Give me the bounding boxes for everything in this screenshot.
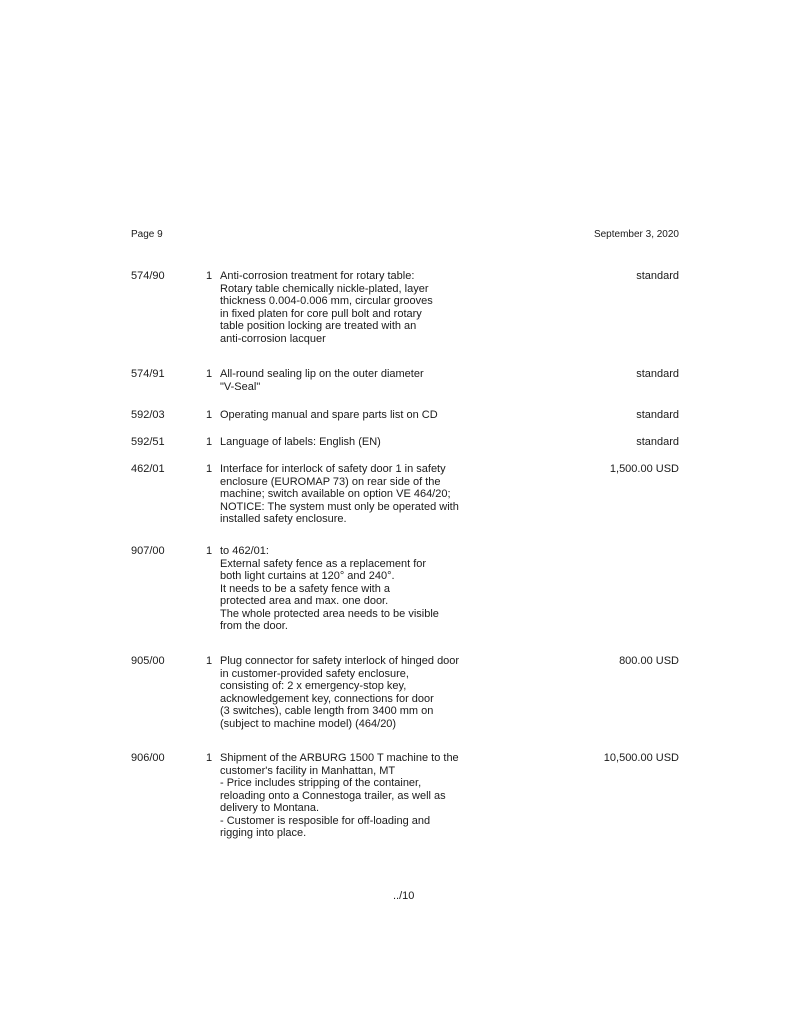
description-line: External safety fence as a replacement for [220, 557, 427, 570]
description-line: customer's facility in Manhattan, MT [220, 764, 396, 777]
item-quantity: 1 [206, 463, 213, 475]
document-date: September 3, 2020 [593, 229, 679, 240]
item-quantity: 1 [206, 752, 213, 764]
item-code: 905/00 [131, 655, 165, 667]
list-item [131, 463, 679, 545]
description-line: in fixed platen for core pull bolt and rotary [220, 307, 422, 320]
description-line: in customer-provided safety enclosure, [220, 667, 409, 680]
description-line: protected area and max. one door. [220, 595, 389, 607]
description-line: consisting of: 2 x emergency-stop key, [220, 680, 407, 692]
item-price: standard [636, 270, 679, 282]
list-item [131, 409, 679, 436]
item-quantity: 1 [206, 409, 213, 421]
page-number: Page 9 [131, 229, 163, 240]
description-line: reloading onto a Connestoga trailer, as well as [220, 789, 446, 802]
item-quantity: 1 [206, 655, 213, 667]
description-line: (3 switches), cable length from 3400 mm on [220, 705, 434, 717]
description-line: Plug connector for safety interlock of hinged door [220, 655, 460, 667]
item-quantity: 1 [206, 270, 213, 282]
item-code: 574/91 [131, 368, 165, 380]
item-description [220, 436, 478, 449]
item-quantity: 1 [206, 436, 213, 448]
item-price: 1,500.00 USD [609, 463, 679, 475]
description-line: Anti-corrosion treatment for rotary table: [220, 270, 415, 282]
description-line: rigging into place. [220, 827, 307, 839]
item-description [220, 752, 478, 840]
description-line: Interface for interlock of safety door 1 in safety [220, 463, 446, 475]
description-line: thickness 0.004-0.006 mm, circular grooves [220, 295, 433, 307]
item-price: standard [636, 368, 679, 380]
description-line: Rotary table chemically nickle-plated, layer [220, 282, 429, 295]
description-line: Shipment of the ARBURG 1500 T machine to the [220, 752, 459, 764]
line-items-list [131, 270, 679, 840]
description-line: "V-Seal" [220, 380, 261, 393]
item-code: 906/00 [131, 752, 165, 764]
item-price: standard [636, 409, 679, 421]
description-line: All-round sealing lip on the outer diameter [220, 368, 424, 380]
list-item [131, 655, 679, 752]
description-line: NOTICE: The system must only be operated with [220, 500, 459, 513]
item-description [220, 409, 478, 422]
description-line: The whole protected area needs to be visible [220, 607, 439, 620]
item-price: 800.00 USD [619, 655, 679, 667]
description-line: - Customer is resposible for off-loading and [220, 814, 431, 827]
item-description [220, 655, 478, 730]
description-line: (subject to machine model) (464/20) [220, 717, 397, 730]
description-line: Language of labels: English (EN) [220, 436, 381, 448]
list-item [131, 545, 679, 655]
item-price: standard [636, 436, 679, 448]
item-description [220, 545, 478, 633]
item-code: 907/00 [131, 545, 165, 557]
description-line: acknowledgement key, connections for door [220, 692, 434, 705]
continuation-marker: ../10 [393, 890, 415, 902]
item-code: 592/51 [131, 436, 165, 448]
description-line: from the door. [220, 620, 288, 632]
description-line: table position locking are treated with an [220, 320, 417, 332]
item-quantity: 1 [206, 545, 213, 557]
item-description [220, 270, 478, 345]
list-item [131, 270, 679, 368]
item-code: 462/01 [131, 463, 165, 475]
description-line: enclosure (EUROMAP 73) on rear side of the [220, 475, 441, 488]
description-line: It needs to be a safety fence with a [220, 582, 390, 595]
item-quantity: 1 [206, 368, 213, 380]
description-line: anti-corrosion lacquer [220, 332, 326, 345]
item-code: 592/03 [131, 409, 165, 421]
description-line: Operating manual and spare parts list on CD [220, 409, 438, 421]
description-line: both light curtains at 120° and 240°. [220, 570, 395, 582]
item-description [220, 463, 478, 526]
description-line: to 462/01: [220, 545, 269, 557]
description-line: installed safety enclosure. [220, 513, 347, 525]
list-item [131, 368, 679, 409]
description-line: delivery to Montana. [220, 802, 320, 814]
item-code: 574/90 [131, 270, 165, 282]
list-item [131, 436, 679, 463]
description-line: - Price includes stripping of the container, [220, 777, 422, 789]
description-line: machine; switch available on option VE 464/20; [220, 488, 451, 500]
list-item [131, 752, 679, 840]
item-price: 10,500.00 USD [603, 752, 679, 764]
item-description [220, 368, 478, 393]
